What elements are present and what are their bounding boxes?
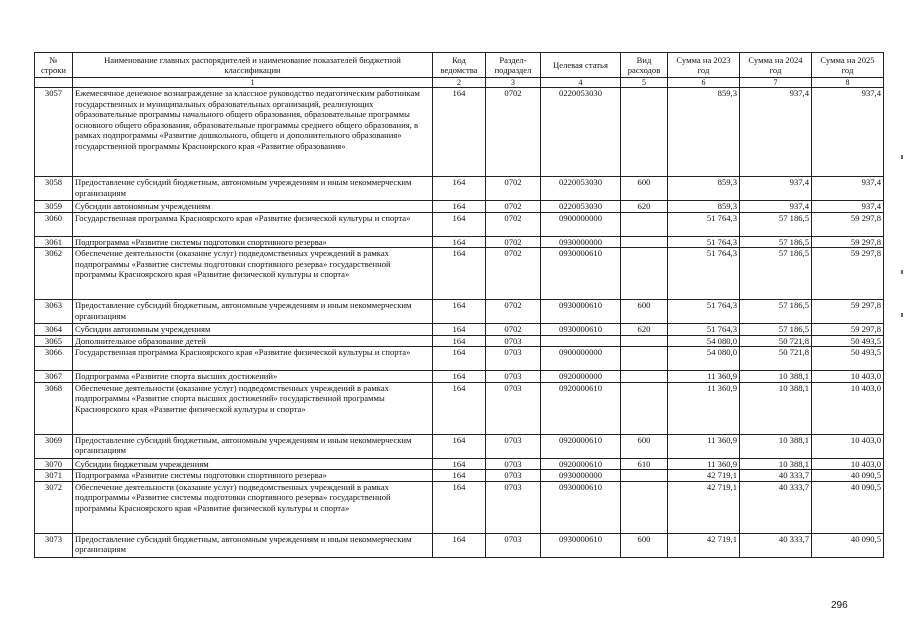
row-section: 0702	[486, 324, 541, 336]
row-target: 0220053030	[541, 177, 621, 201]
row-sum-2023: 51 764,3	[668, 212, 740, 236]
row-target: 0930000610	[541, 300, 621, 324]
row-sum-2024: 57 186,5	[740, 248, 812, 300]
row-number: 3066	[35, 347, 73, 371]
row-sum-2024: 937,4	[740, 177, 812, 201]
row-section: 0703	[486, 335, 541, 347]
row-sum-2023: 42 719,1	[668, 481, 740, 533]
row-target: 0930000610	[541, 248, 621, 300]
row-number: 3064	[35, 324, 73, 336]
row-section: 0703	[486, 371, 541, 383]
row-exp-type	[621, 382, 668, 434]
row-section: 0703	[486, 382, 541, 434]
row-section: 0702	[486, 248, 541, 300]
row-number: 3057	[35, 88, 73, 177]
header-sum-2024: Сумма на 2024 год	[740, 53, 812, 78]
row-sum-2024: 57 186,5	[740, 212, 812, 236]
row-number: 3068	[35, 382, 73, 434]
row-exp-type	[621, 212, 668, 236]
row-dept-code: 164	[433, 248, 486, 300]
column-index: 2	[433, 78, 486, 88]
scan-edge-mark	[901, 155, 903, 159]
row-number: 3063	[35, 300, 73, 324]
row-sum-2025: 59 297,8	[812, 236, 884, 248]
column-index-row	[35, 78, 884, 88]
row-section: 0703	[486, 533, 541, 557]
row-sum-2024: 50 721,8	[740, 347, 812, 371]
scan-edge-mark	[901, 270, 903, 274]
row-target: 0900000000	[541, 212, 621, 236]
header-name: Наименование главных распорядителей и наименование показателей бюджетной классификации	[73, 53, 433, 78]
table-row	[35, 88, 884, 177]
table-row	[35, 201, 884, 213]
row-dept-code: 164	[433, 458, 486, 470]
row-sum-2023: 51 764,3	[668, 248, 740, 300]
table-row	[35, 177, 884, 201]
row-exp-type: 610	[621, 458, 668, 470]
column-index	[35, 78, 73, 88]
row-target: 0930000610	[541, 533, 621, 557]
row-sum-2023: 51 764,3	[668, 324, 740, 336]
table-row	[35, 371, 884, 383]
row-sum-2023: 51 764,3	[668, 236, 740, 248]
column-index: 1	[73, 78, 433, 88]
row-exp-type: 600	[621, 300, 668, 324]
row-section: 0702	[486, 212, 541, 236]
row-target: 0930000000	[541, 236, 621, 248]
row-number: 3061	[35, 236, 73, 248]
row-sum-2024: 10 388,1	[740, 371, 812, 383]
header-row-no: № строки	[35, 53, 73, 78]
table-row	[35, 533, 884, 557]
table-row	[35, 248, 884, 300]
row-sum-2024: 40 333,7	[740, 481, 812, 533]
row-exp-type: 620	[621, 324, 668, 336]
row-section: 0703	[486, 481, 541, 533]
header-section: Раздел-подраздел	[486, 53, 541, 78]
row-section: 0703	[486, 347, 541, 371]
row-dept-code: 164	[433, 481, 486, 533]
row-target	[541, 335, 621, 347]
row-exp-type: 600	[621, 177, 668, 201]
row-number: 3065	[35, 335, 73, 347]
row-sum-2023: 859,3	[668, 88, 740, 177]
row-sum-2025: 937,4	[812, 201, 884, 213]
row-sum-2025: 50 493,5	[812, 347, 884, 371]
row-name: Государственная программа Красноярского края «Развитие физической культуры и спорта»	[73, 347, 433, 371]
row-sum-2023: 42 719,1	[668, 533, 740, 557]
row-exp-type	[621, 371, 668, 383]
row-section: 0702	[486, 236, 541, 248]
table-row	[35, 481, 884, 533]
row-dept-code: 164	[433, 236, 486, 248]
row-sum-2025: 40 090,5	[812, 470, 884, 482]
row-exp-type	[621, 470, 668, 482]
row-sum-2023: 859,3	[668, 201, 740, 213]
row-sum-2025: 40 090,5	[812, 481, 884, 533]
row-sum-2023: 51 764,3	[668, 300, 740, 324]
row-dept-code: 164	[433, 177, 486, 201]
table-row	[35, 236, 884, 248]
row-exp-type	[621, 236, 668, 248]
row-target: 0930000610	[541, 324, 621, 336]
row-sum-2023: 54 080,0	[668, 347, 740, 371]
row-section: 0703	[486, 470, 541, 482]
column-index: 3	[486, 78, 541, 88]
row-dept-code: 164	[433, 212, 486, 236]
row-name: Обеспечение деятельности (оказание услуг) подведомственных учреждений в рамках подпрограммы «Развитие системы подготовки спортивного резерва» государственной программы Красноярского края «Развитие физической культуры и спорта»	[73, 481, 433, 533]
row-name: Субсидии автономным учреждениям	[73, 324, 433, 336]
row-sum-2025: 10 403,0	[812, 371, 884, 383]
column-index: 6	[668, 78, 740, 88]
budget-table	[34, 52, 884, 558]
row-name: Субсидии бюджетным учреждениям	[73, 458, 433, 470]
scan-edge-mark	[901, 313, 903, 317]
row-name: Дополнительное образование детей	[73, 335, 433, 347]
row-sum-2024: 50 721,8	[740, 335, 812, 347]
table-row	[35, 470, 884, 482]
row-sum-2025: 59 297,8	[812, 300, 884, 324]
row-section: 0702	[486, 177, 541, 201]
row-sum-2023: 11 360,9	[668, 371, 740, 383]
row-sum-2025: 937,4	[812, 88, 884, 177]
row-number: 3070	[35, 458, 73, 470]
table-row	[35, 347, 884, 371]
row-section: 0702	[486, 300, 541, 324]
row-number: 3060	[35, 212, 73, 236]
row-sum-2025: 10 403,0	[812, 434, 884, 458]
table-row	[35, 324, 884, 336]
row-name: Субсидии автономным учреждениям	[73, 201, 433, 213]
row-target: 0220053030	[541, 88, 621, 177]
row-number: 3071	[35, 470, 73, 482]
table-row	[35, 300, 884, 324]
row-sum-2024: 40 333,7	[740, 533, 812, 557]
row-target: 0930000610	[541, 481, 621, 533]
row-dept-code: 164	[433, 470, 486, 482]
row-sum-2023: 11 360,9	[668, 382, 740, 434]
row-exp-type	[621, 335, 668, 347]
header-sum-2025: Сумма на 2025 год	[812, 53, 884, 78]
row-sum-2025: 59 297,8	[812, 212, 884, 236]
row-name: Обеспечение деятельности (оказание услуг) подведомственных учреждений в рамках подпрограммы «Развитие спорта высших достижений» государственной программы Красноярского края «Развитие физической культуры и спорта»	[73, 382, 433, 434]
row-sum-2025: 40 090,5	[812, 533, 884, 557]
row-sum-2024: 937,4	[740, 88, 812, 177]
row-number: 3058	[35, 177, 73, 201]
row-section: 0702	[486, 201, 541, 213]
row-sum-2025: 50 493,5	[812, 335, 884, 347]
row-number: 3072	[35, 481, 73, 533]
row-number: 3059	[35, 201, 73, 213]
row-sum-2024: 937,4	[740, 201, 812, 213]
row-name: Предоставление субсидий бюджетным, автономным учреждениям и иным некоммерческим организациям	[73, 533, 433, 557]
row-target: 0900000000	[541, 347, 621, 371]
page-number: 296	[831, 600, 848, 611]
row-dept-code: 164	[433, 434, 486, 458]
row-sum-2025: 10 403,0	[812, 382, 884, 434]
header-target: Целевая статья	[541, 53, 621, 78]
row-dept-code: 164	[433, 88, 486, 177]
row-number: 3067	[35, 371, 73, 383]
row-sum-2023: 42 719,1	[668, 470, 740, 482]
row-exp-type: 600	[621, 533, 668, 557]
row-number: 3062	[35, 248, 73, 300]
row-dept-code: 164	[433, 201, 486, 213]
row-number: 3069	[35, 434, 73, 458]
row-target: 0930000000	[541, 470, 621, 482]
row-section: 0703	[486, 434, 541, 458]
row-sum-2023: 54 080,0	[668, 335, 740, 347]
row-sum-2024: 40 333,7	[740, 470, 812, 482]
row-exp-type	[621, 88, 668, 177]
row-sum-2024: 10 388,1	[740, 434, 812, 458]
row-name: Обеспечение деятельности (оказание услуг) подведомственных учреждений в рамках подпрограммы «Развитие системы подготовки спортивного резерва» государственной программы Красноярского края «Развитие физической культуры и спорта»	[73, 248, 433, 300]
header-dept-code: Код ведомства	[433, 53, 486, 78]
row-name: Ежемесячное денежное вознаграждение за классное руководство педагогическим работникам государственных и муниципальных образовательных организаций, реализующих образовательные программы начального общего образования, образовательные программы основного общего образования, образовательные программы среднего общего образования, в рамках подпрограммы «Развитие дошкольного, общего и дополнительного образования» государственной программы Красноярского края «Развитие образования»	[73, 88, 433, 177]
row-sum-2025: 59 297,8	[812, 248, 884, 300]
row-name: Предоставление субсидий бюджетным, автономным учреждениям и иным некоммерческим организациям	[73, 177, 433, 201]
row-sum-2025: 10 403,0	[812, 458, 884, 470]
row-exp-type	[621, 248, 668, 300]
header-sum-2023: Сумма на 2023 год	[668, 53, 740, 78]
row-dept-code: 164	[433, 300, 486, 324]
table-row	[35, 335, 884, 347]
row-name: Государственная программа Красноярского края «Развитие физической культуры и спорта»	[73, 212, 433, 236]
row-sum-2024: 10 388,1	[740, 458, 812, 470]
table-row	[35, 434, 884, 458]
row-section: 0702	[486, 88, 541, 177]
row-sum-2024: 57 186,5	[740, 324, 812, 336]
row-dept-code: 164	[433, 324, 486, 336]
table-row	[35, 458, 884, 470]
row-exp-type: 600	[621, 434, 668, 458]
row-exp-type	[621, 481, 668, 533]
row-exp-type	[621, 347, 668, 371]
row-sum-2025: 937,4	[812, 177, 884, 201]
row-dept-code: 164	[433, 533, 486, 557]
row-name: Предоставление субсидий бюджетным, автономным учреждениям и иным некоммерческим организациям	[73, 434, 433, 458]
column-index: 8	[812, 78, 884, 88]
row-sum-2024: 57 186,5	[740, 300, 812, 324]
row-sum-2024: 10 388,1	[740, 382, 812, 434]
row-dept-code: 164	[433, 347, 486, 371]
row-number: 3073	[35, 533, 73, 557]
row-dept-code: 164	[433, 335, 486, 347]
row-dept-code: 164	[433, 371, 486, 383]
row-sum-2023: 859,3	[668, 177, 740, 201]
header-row	[35, 53, 884, 78]
row-target: 0920000610	[541, 382, 621, 434]
row-section: 0703	[486, 458, 541, 470]
header-exp-type: Вид расходов	[621, 53, 668, 78]
row-name: Предоставление субсидий бюджетным, автономным учреждениям и иным некоммерческим организациям	[73, 300, 433, 324]
row-sum-2023: 11 360,9	[668, 458, 740, 470]
row-name: Подпрограмма «Развитие спорта высших достижений»	[73, 371, 433, 383]
column-index: 7	[740, 78, 812, 88]
table-row	[35, 382, 884, 434]
row-sum-2023: 11 360,9	[668, 434, 740, 458]
row-name: Подпрограмма «Развитие системы подготовки спортивного резерва»	[73, 236, 433, 248]
row-dept-code: 164	[433, 382, 486, 434]
row-target: 0920000610	[541, 434, 621, 458]
row-target: 0920000000	[541, 371, 621, 383]
row-name: Подпрограмма «Развитие системы подготовки спортивного резерва»	[73, 470, 433, 482]
row-target: 0920000610	[541, 458, 621, 470]
column-index: 5	[621, 78, 668, 88]
row-sum-2025: 59 297,8	[812, 324, 884, 336]
table-row	[35, 212, 884, 236]
row-target: 0220053030	[541, 201, 621, 213]
row-exp-type: 620	[621, 201, 668, 213]
row-sum-2024: 57 186,5	[740, 236, 812, 248]
column-index: 4	[541, 78, 621, 88]
